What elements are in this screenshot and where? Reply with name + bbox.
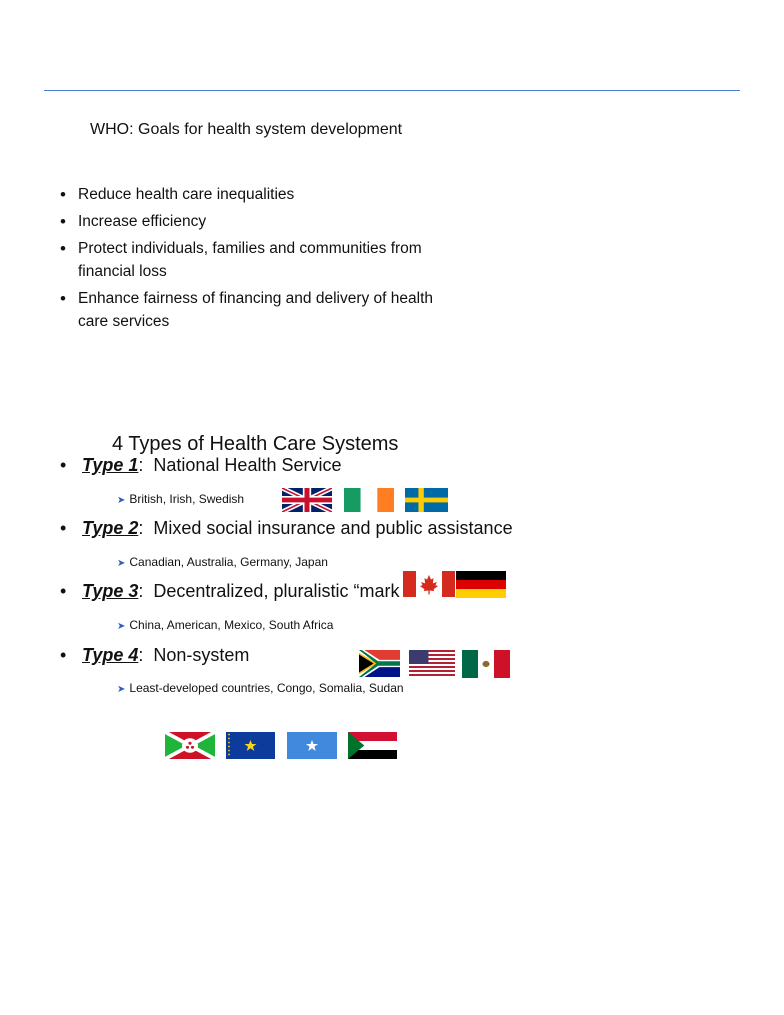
bullet-icon: • <box>60 455 67 475</box>
type-1-row: • Type 1: National Health Service <box>60 455 342 475</box>
bullet-icon: • <box>60 518 67 538</box>
arrow-bullet-icon: ➤ <box>117 684 126 695</box>
uk-flag <box>282 488 332 512</box>
type-3-examples: ➤ China, American, Mexico, South Africa <box>117 618 334 632</box>
goals-heading: WHO: Goals for health system development <box>90 121 403 138</box>
goals-list <box>60 183 460 337</box>
type-description: National Health Service <box>153 455 342 475</box>
south-africa-flag <box>359 650 400 677</box>
dr-congo-flag <box>226 732 275 759</box>
type-4-examples: ➤ Least-developed countries, Congo, Somalia, Sudan <box>117 681 404 695</box>
type-1-examples: ➤ British, Irish, Swedish <box>117 492 245 506</box>
sudan-flag <box>348 732 397 759</box>
usa-flag <box>409 650 455 676</box>
type-2-examples: ➤ Canadian, Australia, Germany, Japan <box>117 555 328 569</box>
type-description: Non-system <box>153 645 250 665</box>
bullet-icon: • <box>60 645 67 665</box>
type-3-row: • Type 3: Decentralized, pluralistic “mark <box>60 581 400 601</box>
type-4-row: • Type 4: Non-system <box>60 645 250 665</box>
header-rule <box>44 90 740 91</box>
goal-item: • Reduce health care inequalities <box>60 183 460 206</box>
type-2-row: • Type 2: Mixed social insurance and public assistance <box>60 518 513 538</box>
arrow-bullet-icon: ➤ <box>117 621 126 632</box>
arrow-bullet-icon: ➤ <box>117 558 126 569</box>
mexico-flag <box>462 650 510 678</box>
type-label: Type 1 <box>82 455 139 475</box>
bullet-icon: • <box>60 581 67 601</box>
type-label: Type 2 <box>82 518 139 538</box>
type-description: Decentralized, pluralistic “mark <box>153 581 400 601</box>
germany-flag <box>456 571 506 598</box>
somalia-flag <box>287 732 337 759</box>
goal-item: • Protect individuals, families and communities from financial loss <box>60 237 460 283</box>
type-label: Type 3 <box>82 581 139 601</box>
types-heading: 4 Types of Health Care Systems <box>112 433 399 455</box>
type-description: Mixed social insurance and public assistance <box>153 518 513 538</box>
burundi-flag <box>165 732 215 759</box>
goal-item: • Increase efficiency <box>60 210 460 233</box>
sweden-flag <box>405 488 448 512</box>
arrow-bullet-icon: ➤ <box>117 495 126 506</box>
goal-item: • Enhance fairness of financing and delivery of health care services <box>60 287 460 333</box>
canada-flag <box>403 571 455 597</box>
ireland-flag <box>344 488 394 512</box>
type-label: Type 4 <box>82 645 139 665</box>
